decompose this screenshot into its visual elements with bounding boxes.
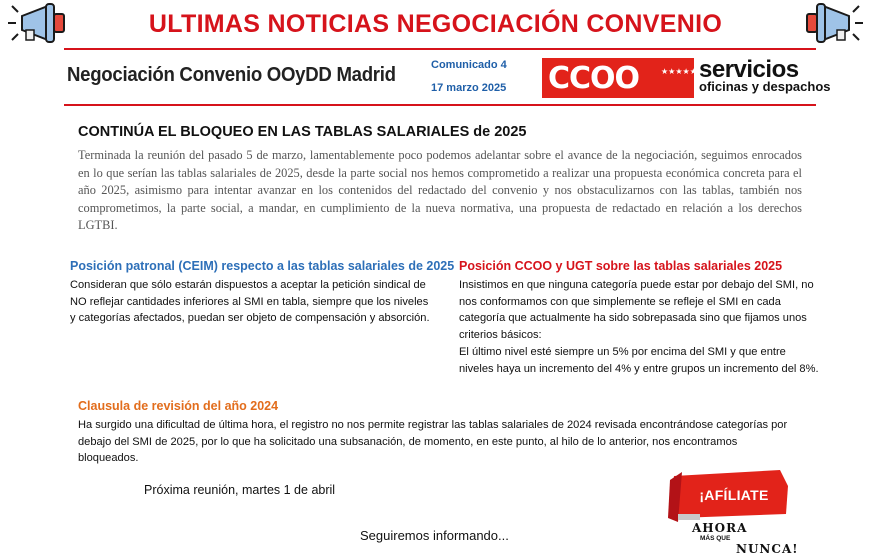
afiliate-label: ¡AFÍLIATE [699,487,769,503]
megaphone-icon [801,2,865,44]
closing-note: Seguiremos informando... [360,528,509,543]
sindical-section-text: Insistimos en que ninguna categoría puede estar por debajo del SMI, no nos conformamos con que simplemente se refleje el SMI en cada categoría que actualmente ha sido sobrepasada sino que fijamos unos criterios básicos: [459,279,814,341]
sindical-section-title: Posición CCOO y UGT sobre las tablas salariales 2025 [459,259,783,273]
sindical-criteria-text: El último nivel esté siempre un 5% por encima del SMI y que entre niveles haya un incremento del 4% y entre grupos un incremento del 8%. [459,346,819,375]
nunca-text: NUNCA! [736,542,799,556]
servicios-label: servicios [699,56,799,83]
headline: CONTINÚA EL BLOQUEO EN LAS TABLAS SALARIALES de 2025 [78,124,527,140]
document-title: Negociación Convenio OOyDD Madrid [67,64,396,86]
patronal-section-title: Posición patronal (CEIM) respecto a las tablas salariales de 2025 [70,259,455,273]
ahora-text: AHORA [692,521,748,535]
revision-section-title: Clausula de revisión del año 2024 [78,399,279,413]
megaphone-icon [6,2,70,44]
document-date: 17 marzo 2025 [431,82,507,94]
revision-section-text: Ha surgido una dificultad de última hora, el registro no nos permite registrar las tablas salariales de 2024 revisada encontrándose categorías por debajo del SMI de 2025, por lo que ha solicitado una subsanación, de momento, en este punto, al hilo de lo anterior, nos encontramos bloqueados. [78,419,788,464]
oficinas-despachos-label: oficinas y despachos [699,79,831,94]
patronal-section-text: Consideran que sólo estarán dispuestos a aceptar la petición sindical de NO reflejar cantidades inferiores al SMI en tabla, siempre que los niveles y categorías afectados, puedan ser objeto de compensación y absorción. [70,279,430,324]
ccoo-logo-stars: ★★★★★★★ [661,67,712,76]
banner-title: ULTIMAS NOTICIAS NEGOCIACIÓN CONVENIO [148,10,723,38]
next-meeting: Próxima reunión, martes 1 de abril [144,483,336,497]
intro-paragraph: Terminada la reunión del pasado 5 de marzo, lamentablemente poco podemos adelantar sobre el avance de la negociación, seguimos enrocados en lo que serían las tablas salariales de 2025, desde la parte social nos hemos comprometido a realizar una propuesta económica concreta para el año 2025, asimismo para intentar avanzar en los contenidos del redactado del convenio y nos obstaculizarnos con las tablas, también nos comprometimos, la parte social, a mandar, en cumplimiento de la nueva normativa, una propuesta de redactado en relación a los derechos LGTBI. [78,148,802,233]
ccoo-logo-letters: CCOO [548,61,640,96]
comunicado-number: Comunicado 4 [431,59,507,71]
header-divider-top [64,48,816,50]
mas-que-text: MÁS QUE [700,535,731,542]
header-divider-bottom [64,104,816,106]
